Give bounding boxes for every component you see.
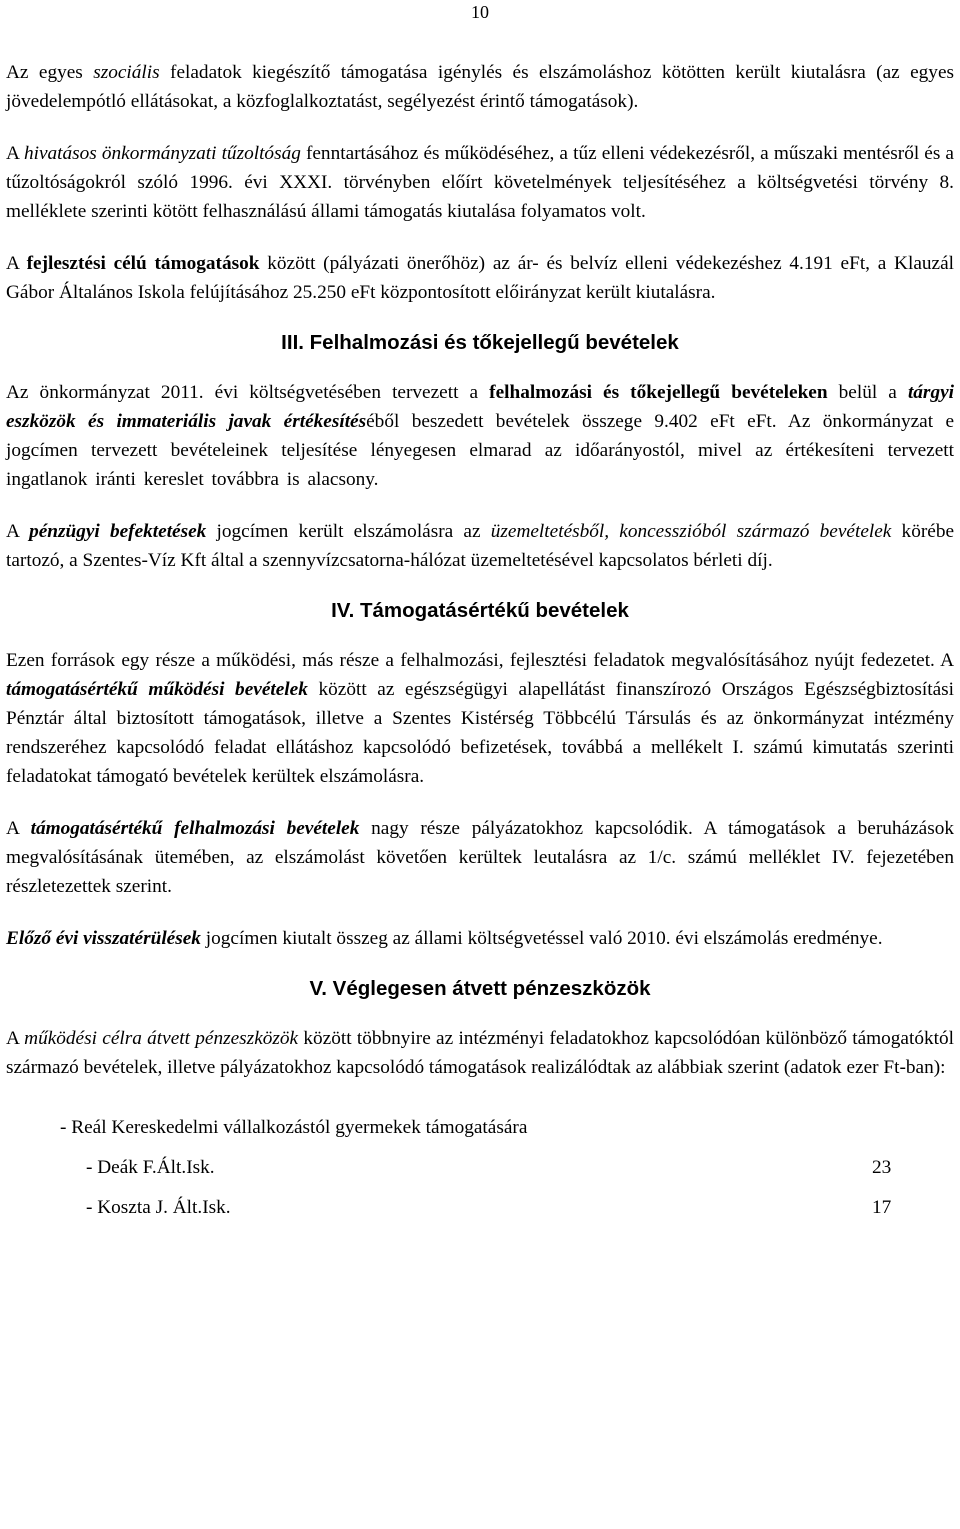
text: A: [6, 253, 27, 274]
text: jogcímen került elszámolásra az: [206, 521, 491, 542]
text: A: [6, 818, 31, 839]
text: jogcímen kiutalt összeg az állami költségvetéssel való 2010. évi elszámolás eredménye.: [200, 928, 883, 949]
text: feladatok kiegészítő támogatása igénylés és elszámoláshoz kötötten került kiutalásra (az egyes jövedelempótló ellátásokat, a közfoglalkoztatást, segélyezést érintő támogatások).: [6, 62, 955, 112]
section-heading-v: V. Véglegesen átvett pénzeszközök: [309, 977, 651, 1000]
list-heading: - Reál Kereskedelmi vállalkozástól gyermekek támogatására: [60, 1117, 528, 1138]
paragraph-social-support: [6, 58, 954, 116]
list-item: [6, 1148, 954, 1188]
strong-text: felhalmozási és tőkejellegű bevételeken: [489, 382, 828, 403]
paragraph-support-operating-revenues: [6, 646, 954, 791]
paragraph-fire-brigade: [6, 139, 954, 226]
text: A: [6, 143, 24, 164]
text: A: [6, 1028, 25, 1049]
paragraph-development-grants: [6, 249, 954, 307]
paragraph-support-capital-revenues: [6, 814, 954, 901]
list-item: [6, 1188, 954, 1228]
strong-emphasis: tárgyi eszközök és immateriális javak értékesítés: [6, 382, 954, 432]
paragraph-transferred-funds: [6, 1024, 954, 1082]
funds-list: [6, 1108, 954, 1228]
list-item-value: 17: [872, 1197, 892, 1218]
strong-emphasis: pénzügyi befektetések: [29, 521, 207, 542]
text: nagy része pályázatokhoz kapcsolódik. A támogatások a beruházások megvalósításának ütemében, az elszámolást követően kerültek leutalásra az 1/c. számú melléklet IV. fejezetében részletezettek szerint.: [6, 818, 954, 897]
text: éből beszedett bevételek összege 9.402 eFt eFt. Az önkormányzat e jogcímen tervezett bevételeinek teljesítése lényegesen elmarad az időarányostól, mivel az értékesíteni tervezett ingatlanok iránti kereslet továbbra is alacsony.: [6, 411, 955, 490]
text: Az egyes: [6, 62, 94, 83]
text: belül a: [827, 382, 908, 403]
list-item-label: - Koszta J. Ált.Isk.: [86, 1197, 231, 1218]
section-heading-iv: IV. Támogatásértékű bevételek: [331, 599, 629, 622]
text: fenntartásához és működéséhez, a tűz elleni védekezésről, a műszaki mentésről és a tűzoltóságokról szóló 1996. évi XXXI. törvényben előírt követelmények teljesítéséhez a költségvetési törvény 8. melléklete szerinti kötött felhasználású állami támogatás kiutalása folyamatos volt.: [6, 143, 954, 222]
paragraph-financial-investments: [6, 517, 954, 575]
strong-emphasis: Előző évi visszatérülések: [6, 928, 201, 949]
list-item-value: 23: [872, 1157, 892, 1178]
emphasis: működési célra átvett pénzeszközök: [24, 1028, 299, 1049]
text: között (pályázati önerőhöz) az ár- és belvíz elleni védekezéshez 4.191 eFt, a Klauzál Gábor Általános Iskola felújításához 25.250 eFt központosított előirányzat került kiutalásra.: [6, 253, 954, 303]
emphasis: szociális: [93, 62, 160, 83]
paragraph-capital-revenues: [6, 378, 954, 494]
strong-text: fejlesztési célú támogatások: [26, 253, 260, 274]
strong-emphasis: támogatásértékű felhalmozási bevételek: [30, 818, 360, 839]
emphasis: hivatásos önkormányzati tűzoltóság: [23, 143, 301, 164]
text: Ezen források egy része a működési, más része a felhalmozási, fejlesztési feladatok megvalósításához nyújt fedezetet. A: [6, 650, 954, 671]
strong-emphasis: támogatásértékű működési bevételek: [6, 679, 308, 700]
text: között az egészségügyi alapellátást finanszírozó Országos Egészségbiztosítási Pénztár által biztosított támogatások, illetve a Szentes Kistérség Többcélú Társulás és az önkormányzat intézmény rendszeréhez kapcsolódó feladat ellátáshoz kapcsolódó befizetések, továbbá a mellékelt I. számú kimutatás szerinti feladatokat támogató bevételek kerültek elszámolásra.: [6, 679, 955, 787]
section-heading-iii: III. Felhalmozási és tőkejellegű bevételek: [281, 331, 679, 354]
page-number: 10: [471, 2, 489, 22]
text: körébe tartozó, a Szentes-Víz Kft által a szennyvízcsatorna-hálózat üzemeltetésével kapcsolatos bérleti díj.: [6, 521, 955, 571]
text: között többnyire az intézményi feladatokhoz kapcsolódóan különböző támogatóktól származó bevételek, illetve pályázatokhoz kapcsolódó támogatások realizálódtak az alábbiak szerint (adatok ezer Ft-ban):: [6, 1028, 954, 1078]
paragraph-prior-year-refunds: [6, 924, 954, 953]
document-body: [6, 58, 954, 1228]
emphasis: üzemeltetésből, koncesszióból származó bevételek: [490, 521, 892, 542]
list-item-label: - Deák F.Ált.Isk.: [86, 1157, 215, 1178]
text: A: [6, 521, 30, 542]
text: Az önkormányzat 2011. évi költségvetésében tervezett a: [6, 382, 490, 403]
